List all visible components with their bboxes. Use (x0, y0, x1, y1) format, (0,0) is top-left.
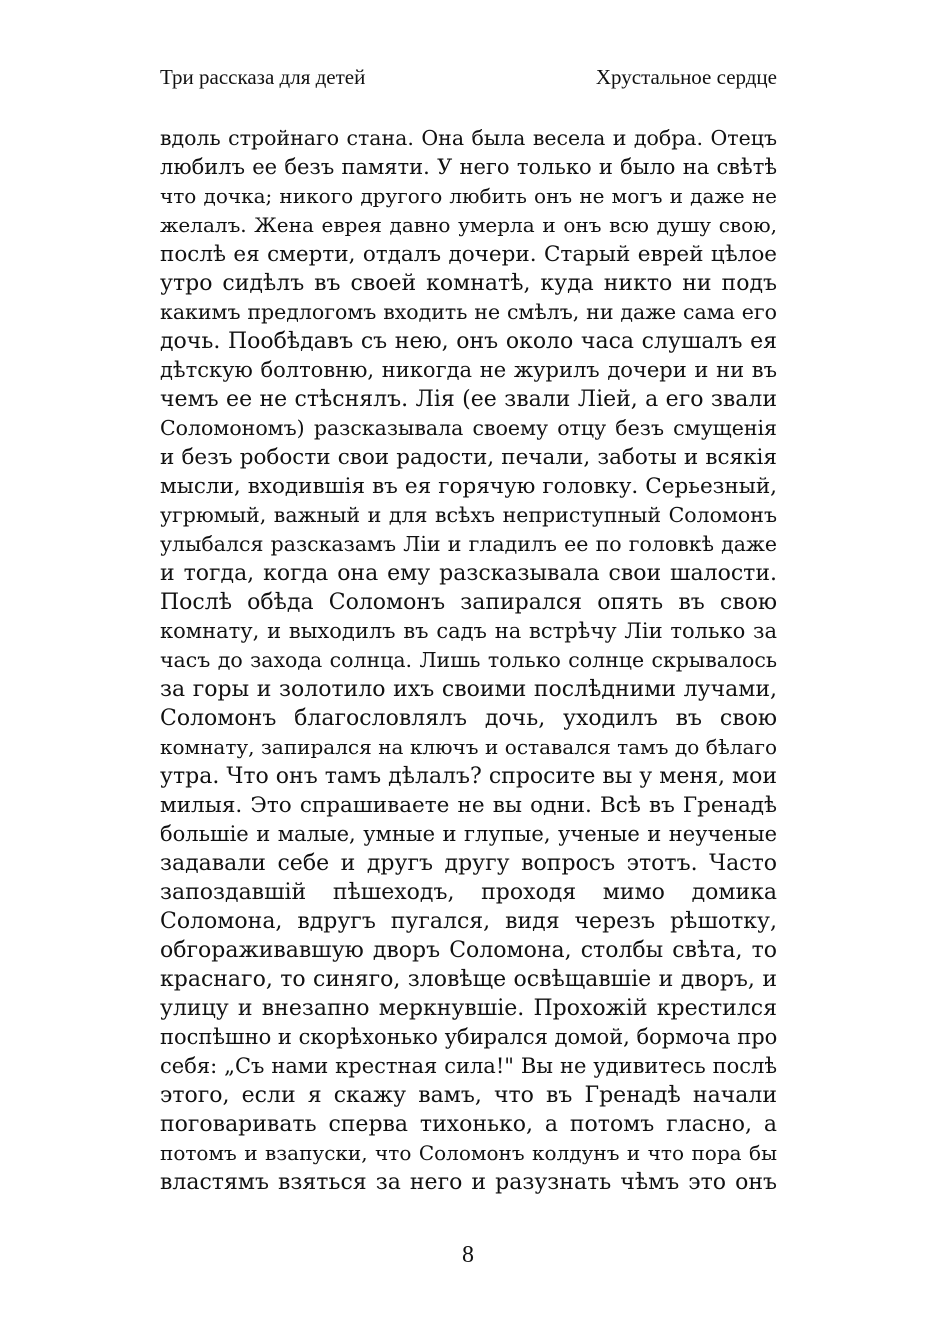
text-line: и безъ робости свои радости, печали, заботы и всякія (160, 445, 777, 470)
text-line: властямъ взяться за него и разузнать чѣмъ это онъ (160, 1170, 777, 1195)
text-line: улицу и внезапно меркнувшіе. Прохожій крестился (160, 996, 777, 1021)
text-line: большіе и малые, умные и глупые, ученые и неученые (160, 822, 777, 846)
text-line: обгораживавшую дворъ Соломона, столбы свѣта, то (160, 938, 777, 963)
text-line: за горы и золотило ихъ своими послѣдними лучами, (160, 677, 777, 702)
text-line: мысли, входившія въ ея горячую головку. Серьезный, (160, 474, 777, 499)
text-line: утро сидѣлъ въ своей комнатѣ, куда никто ни подъ (160, 271, 777, 296)
text-line: Соломона, вдругъ пугался, видя черезъ рѣшотку, (160, 909, 777, 934)
text-line: чемъ ее не стѣснялъ. Лія (ее звали Ліей, а его звали (160, 387, 777, 412)
text-line: себя: „Съ нами крестная сила!" Вы не удивитесь послѣ (160, 1054, 777, 1078)
text-line: Соломономъ) разсказывала своему отцу безъ смущенія (160, 416, 777, 440)
text-line: часъ до захода солнца. Лишь только солнце скрывалось (160, 648, 777, 672)
body-text (160, 124, 777, 1197)
story-title: Хрустальное сердце (595, 65, 777, 89)
text-line: запоздавшій пѣшеходъ, проходя мимо домика (160, 880, 777, 905)
text-line: поспѣшно и скорѣхонько убирался домой, бормоча про (160, 1025, 777, 1049)
text-line: что дочка; никого другого любить онъ не могъ и даже не (160, 184, 777, 208)
text-line: милыя. Это спрашиваете не вы одни. Всѣ въ Гренадѣ (160, 793, 777, 818)
page-number: 8 (462, 1242, 474, 1268)
text-line: угрюмый, важный и для всѣхъ неприступный Соломонъ (160, 503, 777, 527)
text-line: вдоль стройнаго стана. Она была весела и добра. Отецъ (160, 126, 777, 150)
text-line: утра. Что онъ тамъ дѣлалъ? спросите вы у меня, мои (160, 764, 777, 789)
text-line: Соломонъ благословлялъ дочь, уходилъ въ свою (160, 706, 777, 731)
text-line: и тогда, когда она ему разсказывала свои шалости. (160, 561, 777, 586)
text-line: желалъ. Жена еврея давно умерла и онъ всю душу свою, (160, 213, 777, 237)
text-line: потомъ и взапуски, что Соломонъ колдунъ и что пора бы (160, 1141, 777, 1165)
text-line: краснаго, то синяго, зловѣще освѣщавшіе и дворъ, и (160, 967, 777, 992)
text-line: комнату, и выходилъ въ садъ на встрѣчу Ліи только за (160, 619, 777, 643)
text-line: улыбался разсказамъ Ліи и гладилъ ее по головкѣ даже (160, 532, 777, 556)
text-line: Послѣ обѣда Соломонъ запирался опять въ свою (160, 590, 777, 615)
running-header (160, 64, 777, 90)
text-line: поговаривать сперва тихонько, а потомъ гласно, а (160, 1112, 777, 1137)
text-line: этого, если я скажу вамъ, что въ Гренадѣ начали (160, 1083, 777, 1108)
book-title: Три рассказа для детей (160, 65, 366, 89)
text-line: любилъ ее безъ памяти. У него только и было на свѣтѣ (160, 155, 777, 179)
text-line: какимъ предлогомъ входить не смѣлъ, ни даже сама его (160, 300, 777, 324)
text-line: комнату, запирался на ключъ и оставался тамъ до бѣлаго (160, 735, 777, 759)
text-line: задавали себе и другъ другу вопросъ этотъ. Часто (160, 851, 777, 876)
text-line: дочь. Пообѣдавъ съ нею, онъ около часа слушалъ ея (160, 329, 777, 354)
text-line: послѣ ея смерти, отдалъ дочери. Старый еврей цѣлое (160, 242, 777, 267)
text-line: дѣтскую болтовню, никогда не журилъ дочери и ни въ (160, 358, 777, 382)
